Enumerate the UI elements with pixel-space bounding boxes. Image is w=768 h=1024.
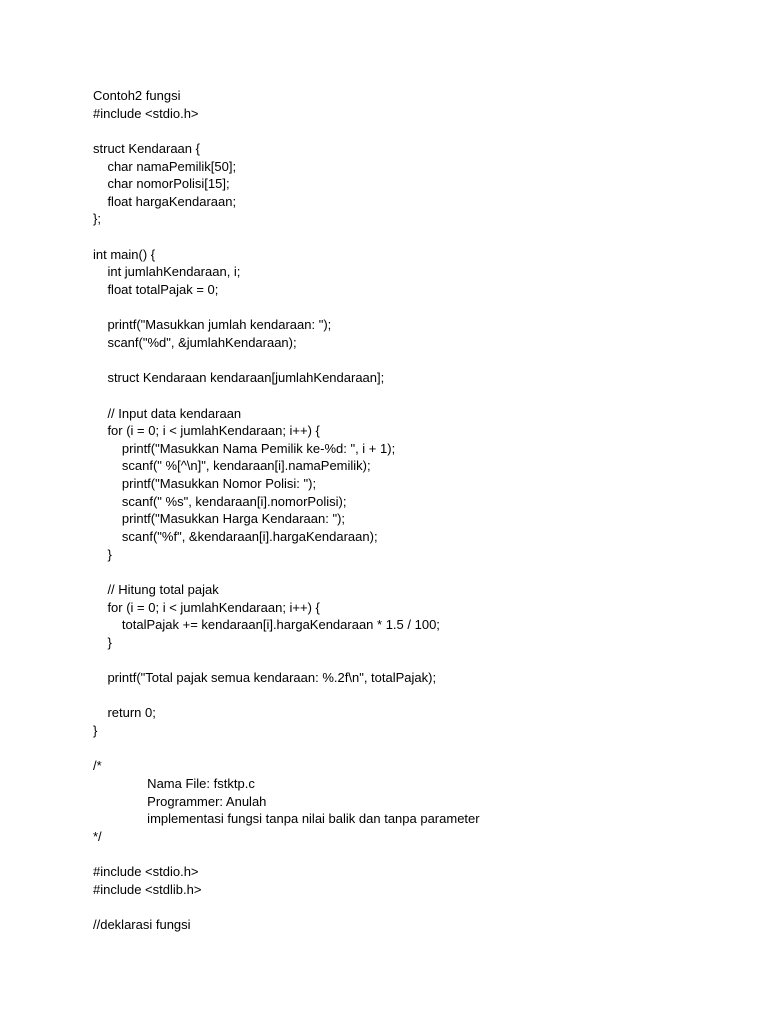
text-line: #include <stdio.h>	[93, 864, 199, 880]
blank-line	[93, 563, 733, 581]
text-line: Nama File: fstktp.c	[93, 775, 255, 791]
document-body	[93, 87, 733, 934]
text-line: scanf(" %s", kendaraan[i].nomorPolisi);	[93, 493, 347, 509]
text-line: printf("Masukkan Harga Kendaraan: ");	[93, 511, 346, 527]
text-line: struct Kendaraan {	[93, 140, 200, 156]
blank-line	[93, 898, 733, 916]
blank-line	[93, 740, 733, 758]
blank-line	[93, 387, 733, 405]
text-line: totalPajak += kendaraan[i].hargaKendaraan * 1.5 / 100;	[93, 617, 440, 633]
text-line: printf("Masukkan Nama Pemilik ke-%d: ", i + 1);	[93, 440, 396, 456]
text-line: };	[93, 211, 101, 227]
text-line: //deklarasi fungsi	[93, 917, 191, 933]
text-line: #include <stdlib.h>	[93, 881, 202, 897]
text-line: int main() {	[93, 246, 156, 262]
text-line: for (i = 0; i < jumlahKendaraan; i++) {	[93, 423, 320, 439]
text-line: // Input data kendaraan	[93, 405, 242, 421]
text-line: }	[93, 546, 112, 562]
text-line: scanf("%d", &jumlahKendaraan);	[93, 334, 297, 350]
text-line: }	[93, 723, 98, 739]
text-line: char namaPemilik[50];	[93, 158, 237, 174]
text-line: #include <stdio.h>	[93, 105, 199, 121]
text-line: int jumlahKendaraan, i;	[93, 264, 241, 280]
text-line: implementasi fungsi tanpa nilai balik dan tanpa parameter	[93, 811, 480, 827]
blank-line	[93, 352, 733, 370]
text-line: Contoh2 fungsi	[93, 88, 181, 103]
text-line: }	[93, 634, 112, 650]
blank-line	[93, 299, 733, 317]
blank-line	[93, 228, 733, 246]
text-line: scanf("%f", &kendaraan[i].hargaKendaraan);	[93, 529, 378, 545]
blank-line	[93, 846, 733, 864]
text-line: return 0;	[93, 705, 156, 721]
text-line: struct Kendaraan kendaraan[jumlahKendaraan];	[93, 370, 385, 386]
text-line: */	[93, 828, 102, 844]
text-line: printf("Total pajak semua kendaraan: %.2f\n", totalPajak);	[93, 670, 437, 686]
text-line: for (i = 0; i < jumlahKendaraan; i++) {	[93, 599, 320, 615]
text-line: /*	[93, 758, 102, 774]
text-line: float totalPajak = 0;	[93, 282, 219, 298]
blank-line	[93, 122, 733, 140]
blank-line	[93, 687, 733, 705]
text-line: char nomorPolisi[15];	[93, 176, 230, 192]
text-line: float hargaKendaraan;	[93, 193, 237, 209]
text-line: scanf(" %[^\n]", kendaraan[i].namaPemilik);	[93, 458, 371, 474]
text-line: Programmer: Anulah	[93, 793, 267, 809]
text-line: printf("Masukkan jumlah kendaraan: ");	[93, 317, 332, 333]
blank-line	[93, 652, 733, 670]
text-line: // Hitung total pajak	[93, 581, 219, 597]
text-line: printf("Masukkan Nomor Polisi: ");	[93, 476, 317, 492]
